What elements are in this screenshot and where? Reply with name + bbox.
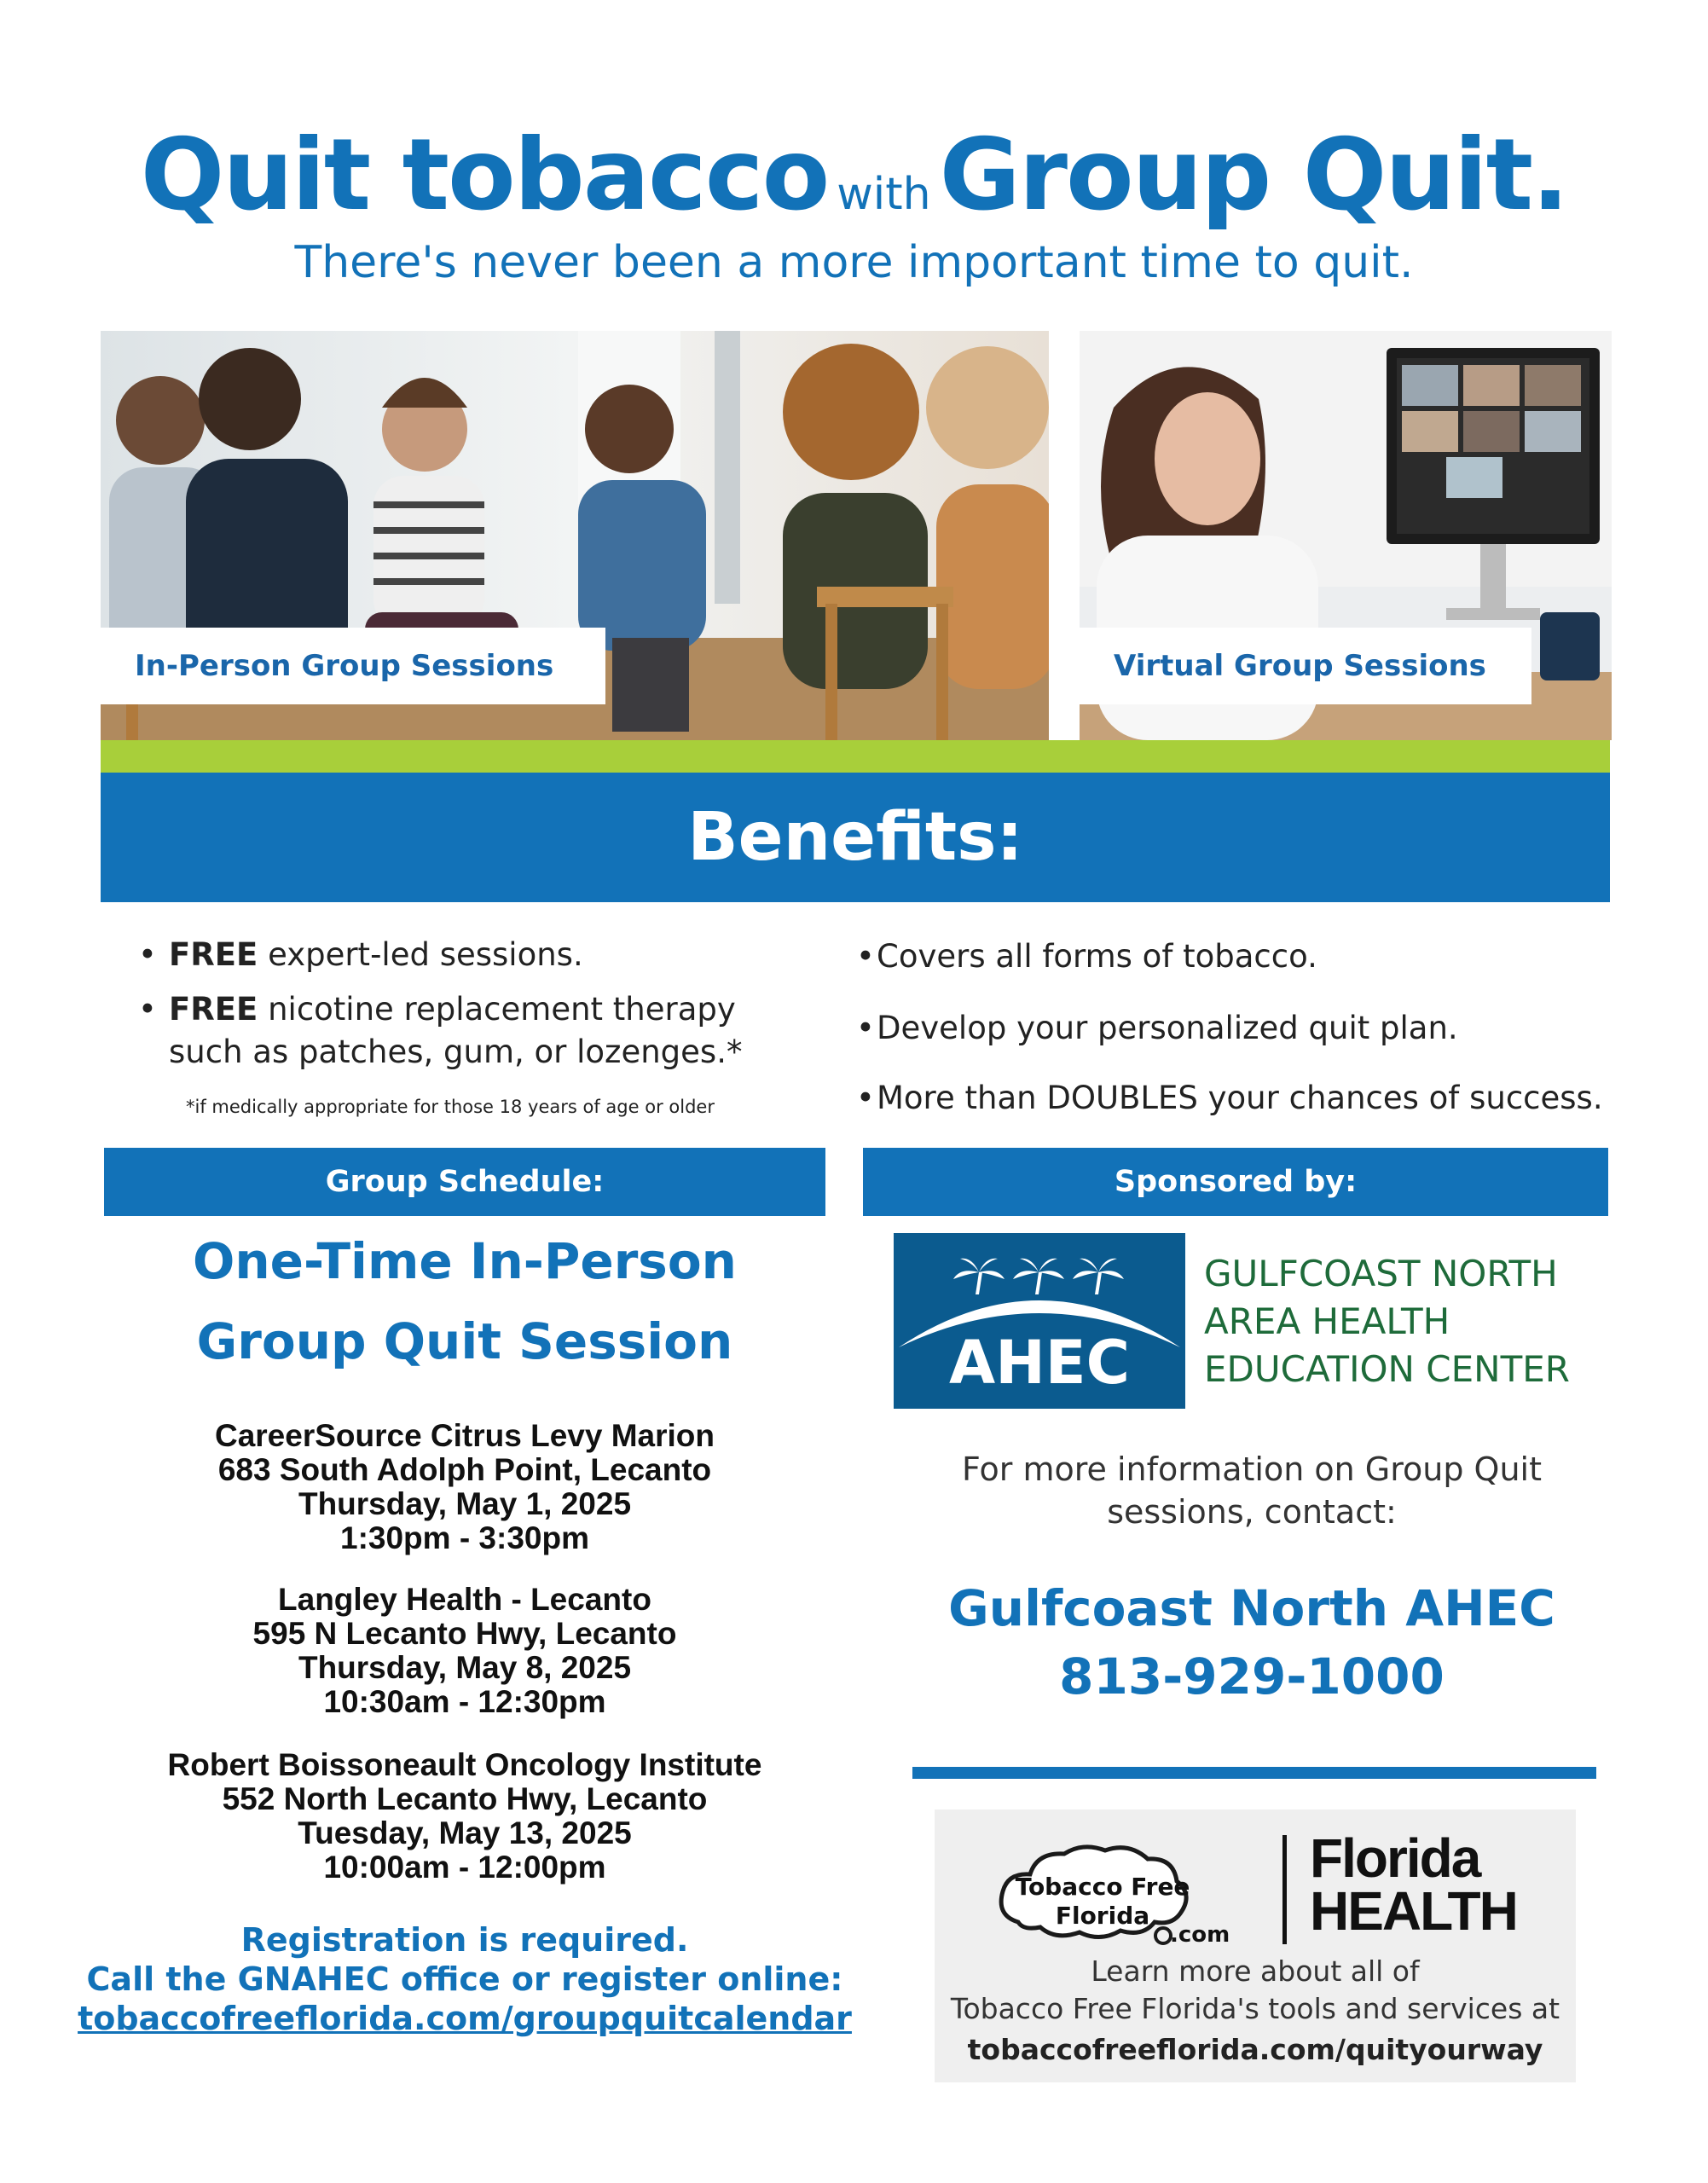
benefits-heading: Benefits: bbox=[101, 773, 1610, 902]
headline-with: with bbox=[837, 169, 931, 220]
virtual-photo bbox=[1080, 331, 1612, 740]
subtitle: There's never been a more important time to quit. bbox=[294, 237, 1414, 288]
contact-note: For more information on Group Quit sessions, contact: bbox=[962, 1451, 1542, 1531]
benefit-item: • FREE nicotine replacement therapy bbox=[138, 991, 736, 1028]
tff-logo-com: .com bbox=[1170, 1922, 1230, 1948]
group-schedule-heading: Group Schedule: bbox=[104, 1148, 825, 1216]
session-location: Robert Boissoneault Oncology Institute bbox=[167, 1747, 762, 1782]
session-location: Langley Health - Lecanto bbox=[278, 1582, 651, 1617]
session-time: 1:30pm - 3:30pm bbox=[340, 1520, 589, 1555]
session-title: One-Time In-Person Group Quit Session bbox=[193, 1232, 737, 1370]
footer-learn-more: Learn more about all of Tobacco Free Florida's tools and services at bbox=[950, 1954, 1560, 2025]
headline-part2: Group Quit. bbox=[939, 118, 1568, 233]
session-entry bbox=[78, 1419, 851, 1555]
ahec-logo bbox=[894, 1233, 1185, 1409]
session-date: Tuesday, May 13, 2025 bbox=[298, 1815, 632, 1850]
registration-block bbox=[34, 1920, 895, 2038]
session-date: Thursday, May 1, 2025 bbox=[298, 1486, 632, 1521]
divider bbox=[912, 1767, 1596, 1779]
in-person-photo bbox=[101, 331, 1049, 740]
session-address: 552 North Lecanto Hwy, Lecanto bbox=[222, 1781, 708, 1816]
in-person-label: In-Person Group Sessions bbox=[101, 628, 605, 704]
session-entry bbox=[78, 1583, 851, 1719]
session-entry bbox=[78, 1748, 851, 1885]
bullet-icon: • bbox=[138, 936, 157, 973]
benefit-item: •More than DOUBLES your chances of success. bbox=[856, 1080, 1603, 1116]
session-date: Thursday, May 8, 2025 bbox=[298, 1650, 632, 1685]
headline-part1: Quit tobacco bbox=[140, 118, 829, 233]
benefit-item: •Covers all forms of tobacco. bbox=[856, 938, 1317, 975]
bullet-icon: • bbox=[856, 1080, 875, 1116]
session-address: 683 South Adolph Point, Lecanto bbox=[217, 1452, 712, 1487]
session-location: CareerSource Citrus Levy Marion bbox=[214, 1418, 715, 1453]
benefit-item: •Develop your personalized quit plan. bbox=[856, 1010, 1458, 1046]
sponsored-by-heading: Sponsored by: bbox=[863, 1148, 1608, 1216]
bullet-icon: • bbox=[856, 1010, 875, 1046]
footer-url[interactable]: tobaccofreeflorida.com/quityourway bbox=[967, 2033, 1543, 2066]
registration-required: Registration is required. bbox=[240, 1921, 689, 1959]
session-time: 10:30am - 12:30pm bbox=[323, 1684, 606, 1719]
accent-band bbox=[101, 740, 1610, 773]
registration-link[interactable]: tobaccofreeflorida.com/groupquitcalendar bbox=[78, 2000, 852, 2037]
florida-health-logo: Florida HEALTH bbox=[1310, 1827, 1517, 1942]
benefit-item: • FREE expert-led sessions. bbox=[138, 936, 583, 973]
logo-separator bbox=[1282, 1835, 1287, 1944]
session-address: 595 N Lecanto Hwy, Lecanto bbox=[252, 1616, 677, 1651]
benefit-item-continued: such as patches, gum, or lozenges.* bbox=[169, 1034, 743, 1070]
contact-block bbox=[894, 1574, 1610, 1711]
contact-phone[interactable]: 813-929-1000 bbox=[1059, 1647, 1445, 1705]
bullet-icon: • bbox=[138, 991, 157, 1028]
ahec-logo-text: AHEC bbox=[949, 1328, 1130, 1398]
footnote: *if medically appropriate for those 18 years of age or older bbox=[186, 1097, 715, 1117]
contact-name: Gulfcoast North AHEC bbox=[948, 1579, 1555, 1637]
registration-instruction: Call the GNAHEC office or register online: bbox=[86, 1960, 843, 1998]
ahec-org-name: GULFCOAST NORTH AREA HEALTH EDUCATION CENTER bbox=[1204, 1253, 1570, 1390]
bullet-icon: • bbox=[856, 938, 875, 975]
virtual-label: Virtual Group Sessions bbox=[1080, 628, 1531, 704]
headline bbox=[0, 118, 1708, 233]
session-time: 10:00am - 12:00pm bbox=[323, 1850, 606, 1885]
tff-logo-line2: Florida bbox=[1055, 1902, 1150, 1930]
tff-logo-line1: Tobacco Free bbox=[1015, 1873, 1190, 1901]
